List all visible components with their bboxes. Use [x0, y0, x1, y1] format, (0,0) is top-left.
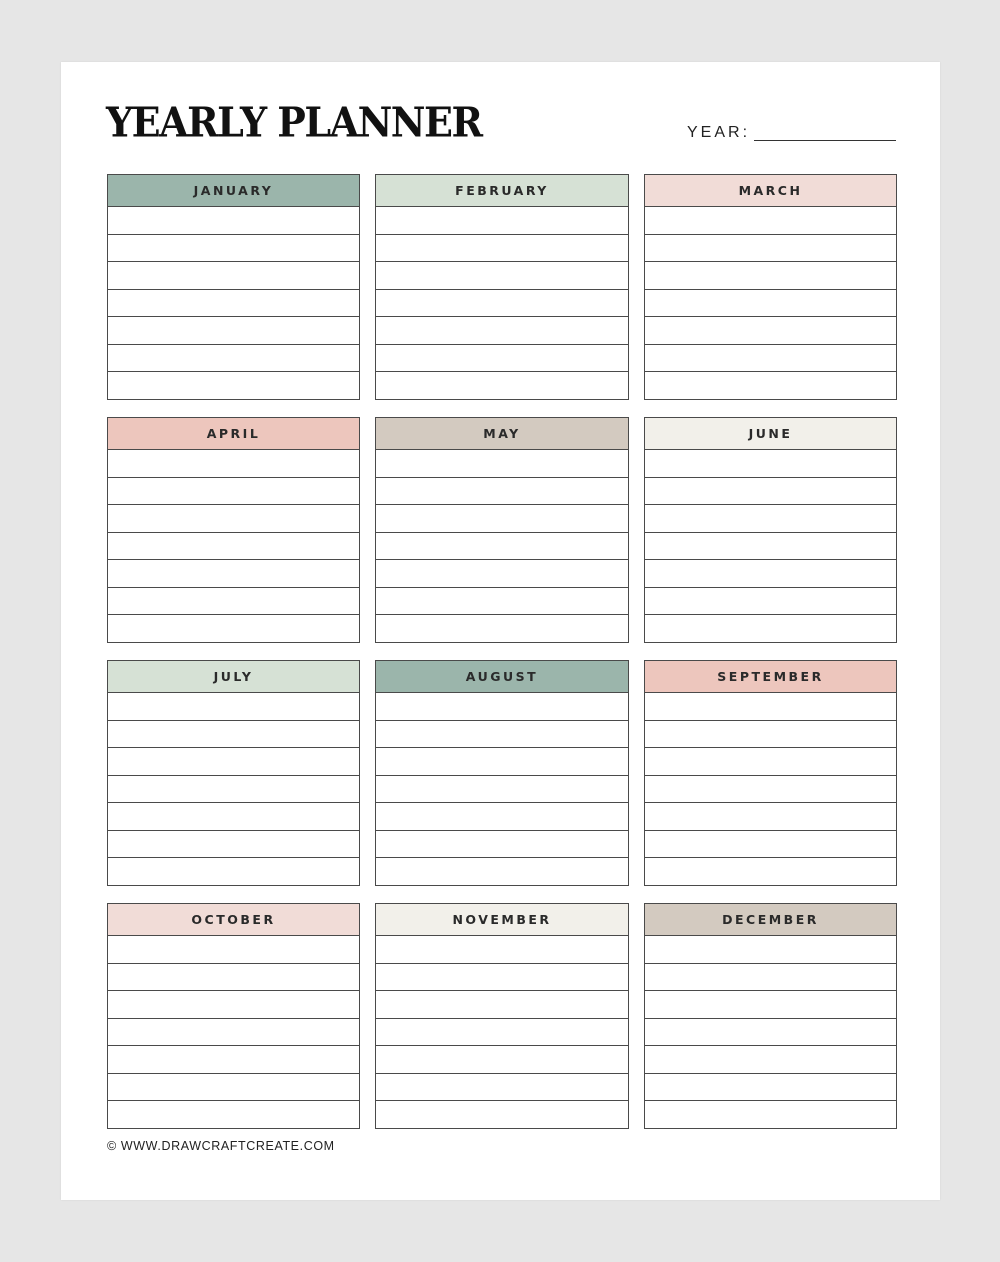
month-header: MARCH [645, 175, 896, 207]
month-block-july [107, 660, 360, 886]
writing-line[interactable] [376, 290, 628, 318]
month-lines [376, 207, 628, 399]
writing-line[interactable] [645, 936, 896, 964]
writing-line[interactable] [108, 478, 359, 506]
month-block-february [375, 174, 629, 400]
writing-line[interactable] [645, 345, 896, 373]
month-block-june [644, 417, 897, 643]
writing-line[interactable] [108, 505, 359, 533]
writing-line[interactable] [376, 207, 628, 235]
month-lines [645, 693, 896, 885]
month-header: OCTOBER [108, 904, 359, 936]
writing-line[interactable] [645, 803, 896, 831]
writing-line[interactable] [376, 693, 628, 721]
writing-line[interactable] [108, 776, 359, 804]
month-lines [645, 207, 896, 399]
writing-line[interactable] [108, 721, 359, 749]
writing-line[interactable] [108, 1046, 359, 1074]
writing-line[interactable] [376, 505, 628, 533]
writing-line[interactable] [645, 560, 896, 588]
writing-line[interactable] [645, 235, 896, 263]
writing-line[interactable] [376, 345, 628, 373]
writing-line[interactable] [645, 588, 896, 616]
writing-line[interactable] [645, 991, 896, 1019]
month-header: JANUARY [108, 175, 359, 207]
month-lines [376, 450, 628, 642]
writing-line[interactable] [108, 317, 359, 345]
year-input-line[interactable] [754, 140, 896, 141]
writing-line[interactable] [108, 560, 359, 588]
writing-line[interactable] [645, 615, 896, 642]
writing-line[interactable] [645, 290, 896, 318]
writing-line[interactable] [376, 478, 628, 506]
month-header: AUGUST [376, 661, 628, 693]
writing-line[interactable] [645, 505, 896, 533]
writing-line[interactable] [108, 748, 359, 776]
month-block-august [375, 660, 629, 886]
month-header: NOVEMBER [376, 904, 628, 936]
month-lines [108, 207, 359, 399]
writing-line[interactable] [376, 936, 628, 964]
month-lines [376, 693, 628, 885]
writing-line[interactable] [376, 858, 628, 885]
writing-line[interactable] [108, 372, 359, 399]
footer-credit: © WWW.DRAWCRAFTCREATE.COM [107, 1139, 335, 1153]
month-header: JUNE [645, 418, 896, 450]
month-block-april [107, 417, 360, 643]
writing-line[interactable] [645, 964, 896, 992]
month-header: MAY [376, 418, 628, 450]
writing-line[interactable] [376, 533, 628, 561]
writing-line[interactable] [108, 936, 359, 964]
writing-line[interactable] [376, 615, 628, 642]
writing-line[interactable] [376, 372, 628, 399]
writing-line[interactable] [376, 831, 628, 859]
writing-line[interactable] [376, 748, 628, 776]
writing-line[interactable] [108, 693, 359, 721]
month-block-october [107, 903, 360, 1129]
writing-line[interactable] [376, 1074, 628, 1102]
writing-line[interactable] [108, 262, 359, 290]
writing-line[interactable] [108, 290, 359, 318]
writing-line[interactable] [645, 478, 896, 506]
month-lines [108, 450, 359, 642]
writing-line[interactable] [376, 776, 628, 804]
writing-line[interactable] [108, 533, 359, 561]
writing-line[interactable] [645, 1074, 896, 1102]
writing-line[interactable] [645, 450, 896, 478]
writing-line[interactable] [376, 560, 628, 588]
writing-line[interactable] [645, 317, 896, 345]
month-lines [108, 936, 359, 1128]
month-block-december [644, 903, 897, 1129]
month-block-september [644, 660, 897, 886]
month-block-march [644, 174, 897, 400]
writing-line[interactable] [108, 235, 359, 263]
writing-line[interactable] [376, 721, 628, 749]
month-header: SEPTEMBER [645, 661, 896, 693]
writing-line[interactable] [108, 450, 359, 478]
writing-line[interactable] [108, 1101, 359, 1128]
writing-line[interactable] [376, 1046, 628, 1074]
writing-line[interactable] [376, 235, 628, 263]
writing-line[interactable] [376, 262, 628, 290]
writing-line[interactable] [376, 803, 628, 831]
writing-line[interactable] [376, 588, 628, 616]
writing-line[interactable] [376, 964, 628, 992]
month-lines [376, 936, 628, 1128]
writing-line[interactable] [108, 1074, 359, 1102]
writing-line[interactable] [108, 831, 359, 859]
writing-line[interactable] [645, 262, 896, 290]
writing-line[interactable] [108, 803, 359, 831]
writing-line[interactable] [108, 345, 359, 373]
writing-line[interactable] [645, 776, 896, 804]
writing-line[interactable] [108, 588, 359, 616]
writing-line[interactable] [645, 748, 896, 776]
writing-line[interactable] [645, 1019, 896, 1047]
month-block-january [107, 174, 360, 400]
month-block-may [375, 417, 629, 643]
writing-line[interactable] [645, 207, 896, 235]
month-grid [107, 174, 897, 1129]
writing-line[interactable] [376, 317, 628, 345]
writing-line[interactable] [645, 831, 896, 859]
month-lines [108, 693, 359, 885]
year-label: YEAR: [687, 124, 751, 141]
planner-page [61, 62, 940, 1200]
page-title: YEARLY PLANNER [106, 97, 482, 147]
month-lines [645, 450, 896, 642]
writing-line[interactable] [108, 964, 359, 992]
month-header: FEBRUARY [376, 175, 628, 207]
writing-line[interactable] [108, 858, 359, 885]
writing-line[interactable] [108, 991, 359, 1019]
writing-line[interactable] [376, 991, 628, 1019]
writing-line[interactable] [376, 1019, 628, 1047]
month-lines [645, 936, 896, 1128]
month-header: JULY [108, 661, 359, 693]
month-block-november [375, 903, 629, 1129]
writing-line[interactable] [645, 533, 896, 561]
month-header: DECEMBER [645, 904, 896, 936]
writing-line[interactable] [108, 207, 359, 235]
writing-line[interactable] [645, 721, 896, 749]
writing-line[interactable] [108, 1019, 359, 1047]
writing-line[interactable] [376, 1101, 628, 1128]
writing-line[interactable] [376, 450, 628, 478]
writing-line[interactable] [645, 1101, 896, 1128]
writing-line[interactable] [645, 693, 896, 721]
month-header: APRIL [108, 418, 359, 450]
year-field [687, 125, 896, 141]
writing-line[interactable] [645, 372, 896, 399]
writing-line[interactable] [645, 1046, 896, 1074]
writing-line[interactable] [108, 615, 359, 642]
writing-line[interactable] [645, 858, 896, 885]
